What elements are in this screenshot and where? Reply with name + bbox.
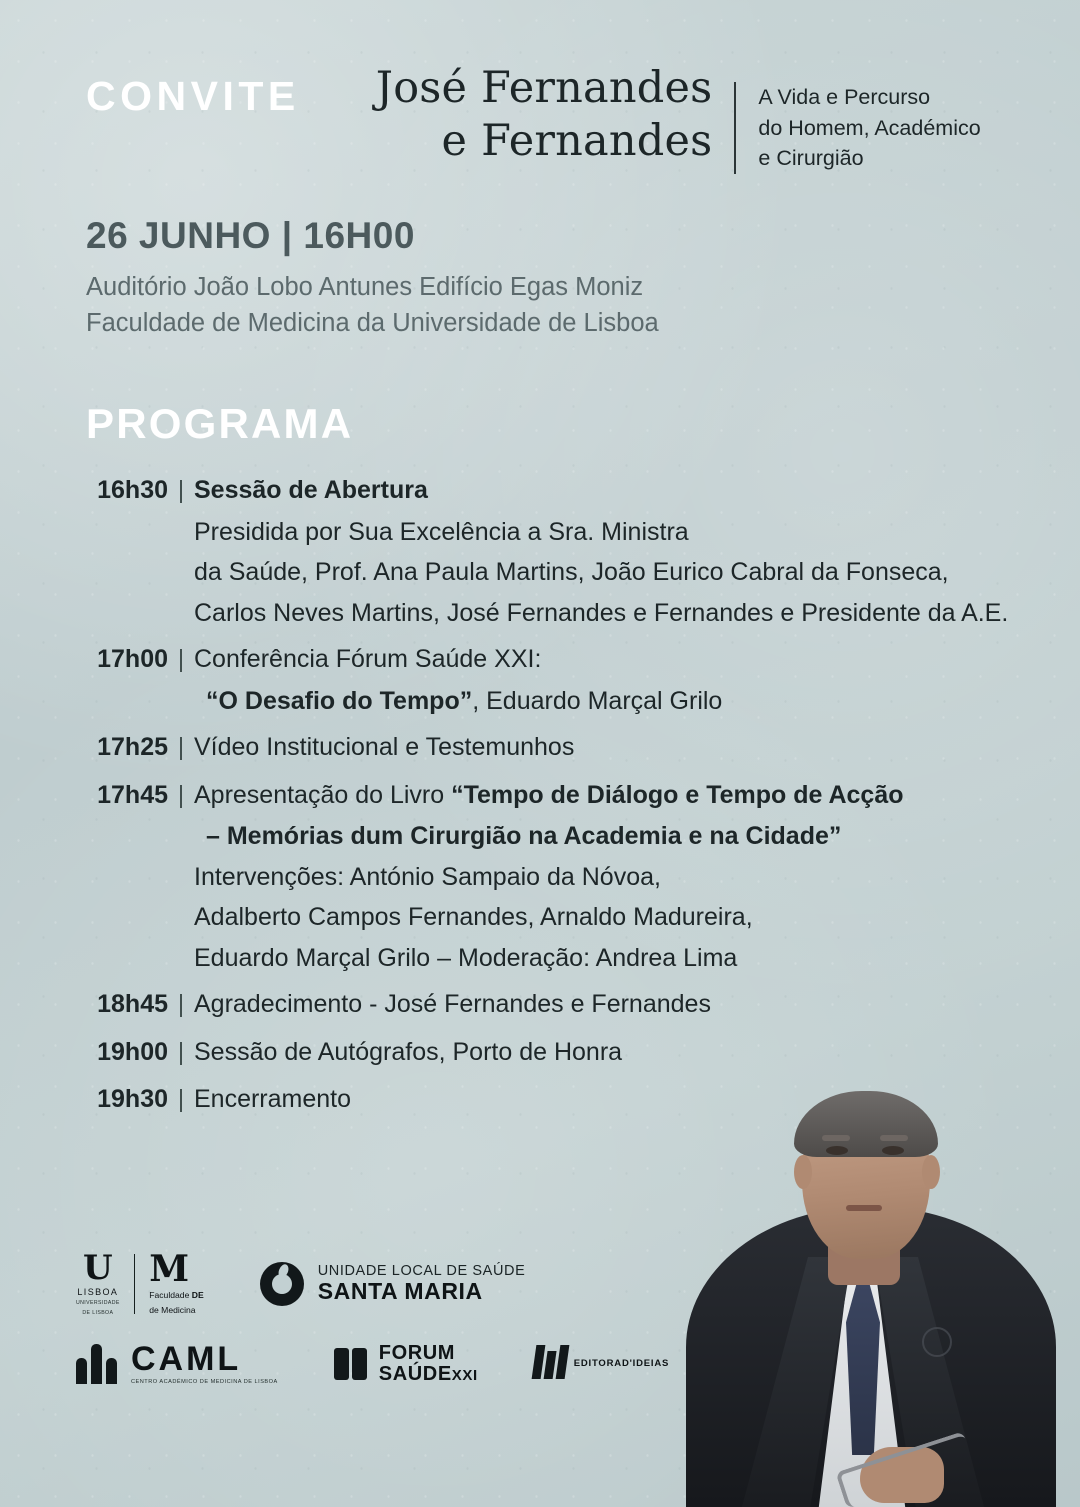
program-item-detail: Eduardo Marçal Grilo – Moderação: Andrea Lima [194,943,738,972]
program-item-title-prefix: Apresentação do Livro [194,780,452,809]
program-item-title [194,777,904,815]
portrait-ear-left [794,1155,812,1189]
portrait-ear-right [922,1155,940,1189]
program-item-title: Agradecimento - José Fernandes e Fernandes [194,990,711,1018]
forum-xxi-word: XXI [451,1366,478,1384]
subtitle-line-2: do Homem, Académico [758,115,981,140]
venue-line-2: Faculdade de Medicina da Universidade de Lisboa [86,309,659,338]
logo-bar [76,1247,716,1411]
fmul-letter-m: M [149,1247,190,1290]
caml-subtitle: CENTRO ACADÉMICO DE MEDICINA DE LISBOA [131,1379,278,1385]
title-line-2: e Fernandes [441,115,713,166]
logo-divider [134,1254,136,1314]
caml-wordmark [131,1342,278,1385]
program-item-detail: Presidida por Sua Excelência a Sra. Ministra [194,517,689,546]
editora-mark-icon [531,1345,576,1379]
fmul-medicina-line: de Medicina [149,1304,196,1315]
program-item-separator: | [177,645,185,673]
program-item-time: 16h30 [97,476,168,504]
program-item-detail-rest: , Eduardo Marçal Grilo [472,686,723,715]
title-subtitle [734,82,980,174]
portrait-lapel-pin [922,1327,952,1357]
program-item-detail: Carlos Neves Martins, José Fernandes e Fernandes e Presidente da A.E. [194,598,1009,627]
title-line-1: José Fernandes [375,63,713,113]
ulisboa-letter-u: U [83,1247,113,1288]
fmul-faculdade-line [149,1290,203,1301]
editora-line-1: EDITORA [573,1358,622,1369]
program-item-detail: Intervenções: António Sampaio da Nóvoa, [194,862,661,891]
forum-line-1: FORUM [378,1341,456,1364]
program-item-separator: | [177,733,185,761]
portrait-eyebrow-right [880,1135,908,1141]
editora-line-2: D'IDEIAS [621,1358,670,1369]
ulisboa-tagline-1: UNIVERSIDADE [76,1300,120,1306]
kicker-convite: CONVITE [86,73,300,119]
poster-header [86,62,1010,174]
program-item [72,729,1032,767]
program-item [72,641,1032,679]
portrait-eye-right [882,1146,904,1155]
uls-wordmark [318,1263,526,1305]
program-item-title: Encerramento [194,1085,352,1113]
program-item-title: Sessão de Autógrafos, Porto de Honra [194,1037,623,1066]
forum-saude-word: SAÚDE [378,1362,452,1385]
venue-line-1: Auditório João Lobo Antunes Edifício Egas Moniz [86,273,644,301]
subtitle-line-3: e Cirurgião [758,146,864,171]
logo-row-bottom [76,1342,716,1385]
fmul-mark [149,1247,204,1316]
program-item-detail: da Saúde, Prof. Ana Paula Martins, João Eurico Cabral da Fonseca, [194,558,949,586]
program-item-title-continuation-text: – Memórias dum Cirurgião na Academia e na Cidade” [206,822,842,850]
program-item-title [194,472,428,510]
program-item-detail-bold: “O Desafio do Tempo” [206,686,473,715]
program-item-separator: | [177,780,185,809]
program-item-separator: | [177,476,185,504]
program-item-separator: | [177,990,185,1018]
program-item-time: 19h30 [97,1085,168,1113]
program-item-title: Conferência Fórum Saúde XXI: [194,645,542,673]
program-item-separator: | [177,1085,185,1113]
program-item-title-continuation [206,816,1032,857]
ulisboa-tagline-2: DE LISBOA [82,1309,114,1316]
program-heading: PROGRAMA [86,400,354,447]
event-date-venue [86,215,659,341]
uls-spiral-icon [260,1262,304,1306]
program-item [72,777,1032,815]
caml-mark-icon [76,1344,118,1384]
subtitle-line-1: A Vida e Percurso [758,85,931,109]
logo-row-top [76,1247,716,1316]
caml-text: CAML [131,1340,242,1378]
portrait-eyebrow-left [822,1135,850,1141]
program-item-title-bold: “Tempo de Diálogo e Tempo de Acção [451,780,904,809]
program-item-detail: Adalberto Campos Fernandes, Arnaldo Madureira, [194,903,753,931]
program-item-detail [206,681,1032,722]
uls-line-1: UNIDADE LOCAL DE SAÚDE [317,1262,526,1279]
portrait-photo [650,987,1080,1507]
forum-line-2 [379,1364,478,1385]
ulisboa-mark [76,1247,120,1316]
program-item-time: 18h45 [97,990,168,1018]
event-venue [86,269,659,341]
program-item-time: 17h25 [97,733,168,761]
program-item-title-text: Sessão de Abertura [194,476,428,504]
program-item [72,472,1032,510]
fmul-de-word: DE [191,1289,204,1300]
logo-caml [76,1342,278,1385]
event-date: 26 JUNHO | 16H00 [86,215,415,256]
ulisboa-wordmark: LISBOA [77,1287,119,1297]
program-item-title: Vídeo Institucional e Testemunhos [194,733,575,761]
portrait-eye-left [826,1146,848,1155]
uls-line-2: SANTA MARIA [317,1278,483,1305]
page-title [376,62,735,168]
forum-mark-icon [334,1348,367,1380]
logo-forum-saude-xxi [334,1343,478,1385]
portrait-tie [846,1285,880,1455]
program-item-time: 17h00 [97,645,168,673]
portrait-hair [794,1091,938,1157]
program-item-separator: | [177,1037,185,1066]
program-item-time: 19h00 [97,1037,168,1066]
fmul-faculdade-word: Faculdade [149,1289,190,1300]
logo-uls-santa-maria [260,1262,526,1306]
forum-wordmark [379,1343,478,1385]
title-block [376,62,981,174]
portrait-mouth [846,1205,882,1211]
logo-ulisboa-fmul [76,1247,204,1316]
program-item-time: 17h45 [97,780,168,809]
logo-editora-dideias [534,1345,669,1383]
